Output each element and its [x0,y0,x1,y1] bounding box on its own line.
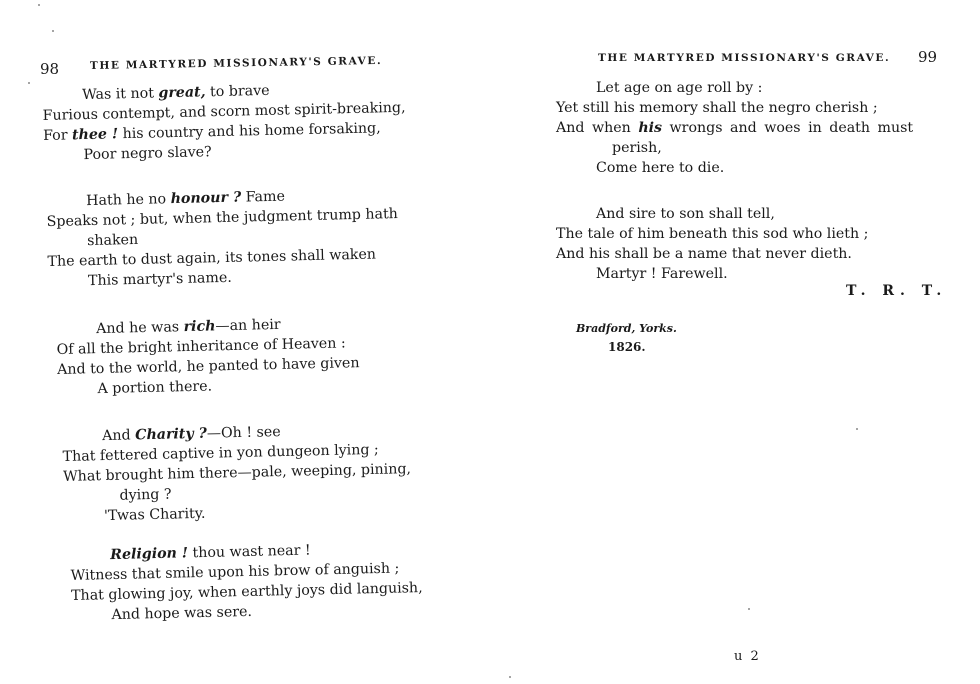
poem-line: Martyr ! Farewell. [596,266,728,282]
poem-line: Witness that smile upon his brow of anguish ; [70,560,400,584]
poem-line: 'Twas Charity. [103,505,206,525]
place-line: Bradford, Yorks. [576,322,677,335]
poem-line: And to the world, he panted to have given [56,355,360,378]
poem-line: perish, [612,140,662,156]
poem-line: Poor negro slave? [83,144,212,164]
poem-line: shaken [86,231,139,250]
poem-line: Furious contempt, and scorn most spirit-breaking, [42,99,406,124]
poem-line: Come here to die. [596,160,725,176]
poem-line: For thee ! his country and his home forsaking, [42,120,381,144]
left-poem-stanza-4 [62,419,412,527]
poem-line: This martyr's name. [87,269,232,290]
left-poem-stanza-2 [46,184,399,292]
poem-line: Religion ! thou wast near ! [110,542,311,564]
print-speck [52,30,54,32]
poem-line: The tale of him beneath this sod who lieth ; [556,226,869,242]
left-poem-stanza-1 [42,78,407,166]
print-speck [509,676,511,678]
print-speck [28,82,30,84]
year-line: 1826. [608,340,646,354]
right-poem-stanza-1 [556,78,913,178]
poem-line: And hope was sere. [111,603,253,624]
poem-line: The earth to dust again, its tones shall waken [47,246,377,270]
poem-line: Yet still his memory shall the negro cherish ; [556,100,878,116]
right-poem-stanza-2 [556,204,868,284]
poem-line: And his shall be a name that never dieth. [556,246,852,262]
left-poem-stanza-5 [70,538,423,626]
right-running-head: THE MARTYRED MISSIONARY'S GRAVE. [598,52,891,64]
right-page-number: 99 [918,48,938,66]
left-page-number: 98 [40,60,60,78]
print-speck [856,428,858,430]
poem-line: That fettered captive in yon dungeon lying ; [62,441,379,465]
print-speck [38,4,40,6]
print-speck [748,608,750,610]
poem-line: Speaks not ; but, when the judgment trump hath [46,206,399,230]
poem-line: Of all the bright inheritance of Heaven : [56,335,346,358]
poem-line: Let age on age roll by : [596,80,763,96]
poem-line: That glowing joy, when earthly joys did languish, [70,580,423,604]
poem-line: And he was rich—an heir [96,316,281,338]
poem-line: What brought him there—pale, weeping, pining, [62,461,412,485]
poem-line: Hath he no honour ? Fame [86,188,286,210]
poem-line: And when his wrongs and woes in death must [556,120,914,136]
left-running-head: THE MARTYRED MISSIONARY'S GRAVE. [89,54,383,72]
poem-line: And sire to son shall tell, [596,206,775,222]
poem-line: dying ? [119,486,172,504]
left-poem-stanza-3 [56,313,360,400]
author-initials: T. R. T. [846,283,948,299]
poem-line: Was it not great, to brave [82,82,270,104]
poem-line: And Charity ?—Oh ! see [102,424,281,445]
signature-mark: u 2 [734,649,761,664]
poem-line: A portion there. [97,378,213,398]
